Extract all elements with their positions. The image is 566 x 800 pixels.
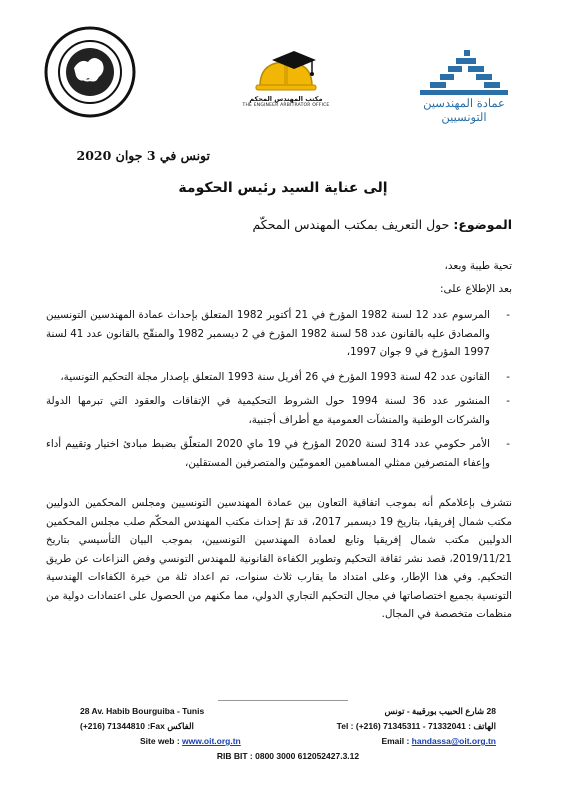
ccia-seal-icon (44, 26, 136, 118)
reference-text: المرسوم عدد 12 لسنة 1982 المؤرخ في 21 أكتوبر 1982 المتعلق بإحداث عمادة المهندسين التونسيين والمصادق عليه بالقانون عدد 58 لسنة 1982 المؤرخ في 2 ديسمبر 1982 والمنقّح بالقانون عدد 41 لسنة 1997 المؤرخ في 9 جوان 1997، (46, 309, 490, 358)
body-paragraph: نتشرف بإعلامكم أنه بموجب اتفاقية التعاون بين عمادة المهندسين التونسيين ومجلس المحكمين الدوليين مكتب شمال إفريقيا، بتاريخ 19 ديسمبر 2017، قد تمّ إحداث مكتب المهندس المحكّم صلب مجلس المحكمين الدوليين مكتب شمال إفريقيا وتابع لعمادة المهندسين التونسيين، بموجب البيان التأسيسي بتاريخ 2019/11/21، قصد نشر ثقافة التحكيم وتطوير الكفاءة القانونية للمهندس التونسي وفض النزاعات عن طريق التحكيم. وفي هذا الإطار، وعلى امتداد ما يقارب ثلاث سنوات، تم اعداد ثلة من خيرة الكفاءات الهندسية التونسية بجميع اختصاصاتها في مجال التحكيم التجاري الدولي، مما مكنهم من الحصول على اعتمادات دولية من منظمات متخصصة في المجال. (46, 497, 512, 620)
subject-label: الموضوع: (453, 217, 512, 232)
list-item: - المرسوم عدد 12 لسنة 1982 المؤرخ في 21 أكتوبر 1982 المتعلق بإحداث عمادة المهندسين التونسيين والمصادق عليه بالقانون عدد 58 لسنة 1982 المؤرخ في 2 ديسمبر 1982 والمنقّح بالقانون عدد 41 لسنة 1997 المؤرخ في 9 جوان 1997، (46, 309, 510, 358)
footer (80, 704, 496, 764)
arb-logo-english-text: THE ENGINEER ARBITRATOR OFFICE (242, 103, 330, 108)
footer-fax: (+216) 71344810 :Fax الفاكس (80, 721, 194, 731)
oit-logo-arabic-text: عمادة المهندسين التونسيين (423, 96, 505, 124)
engineer-arbitrator-logo (226, 50, 346, 120)
reference-text: القانون عدد 42 لسنة 1993 المؤرخ في 26 أفريل سنة 1993 المتعلق بإصدار مجلة التحكيم التونسية، (60, 370, 490, 383)
subject-line (52, 217, 512, 232)
greeting: تحية طيبة وبعد، (444, 260, 512, 272)
footer-address-fr: 28 Av. Habib Bourguiba - Tunis (80, 706, 205, 716)
reference-text: المنشور عدد 36 لسنة 1994 حول الشروط التحكيمية في الإتفاقات والعقود التي تبرمها الدولة والشركات الوطنية والمنشآت العمومية مع أطراف أجنبية، (46, 395, 491, 426)
footer-site-label: Site web : (140, 736, 183, 746)
reference-text: الأمر حكومي عدد 314 لسنة 2020 المؤرخ في 19 ماي 2020 المتعلّق بضبط مبادئ اختيار وتقييم أداء وإعفاء المتصرفين ممثلي المساهمين العموميّين والمتصرفين المستقلين، (46, 438, 490, 469)
addressee-heading: إلى عناية السيد رئيس الحكومة (178, 180, 388, 196)
list-item: - الأمر حكومي عدد 314 لسنة 2020 المؤرخ في 19 ماي 2020 المتعلّق بضبط مبادئ اختيار وتقييم أداء وإعفاء المتصرفين ممثلي المساهمين العموميّين والمتصرفين المستقلين، (46, 438, 510, 469)
list-item: - القانون عدد 42 لسنة 1993 المؤرخ في 26 أفريل سنة 1993 المتعلق بإصدار مجلة التحكيم التونسية، (60, 370, 510, 383)
oit-stepped-triangle-icon (416, 48, 512, 98)
footer-email-label: Email : (381, 736, 412, 746)
letter-date: تونس في 3 جوان 2020 (76, 148, 210, 163)
oit-logo (402, 48, 526, 124)
helmet-graduation-cap-icon (254, 50, 318, 94)
references-list (46, 306, 512, 478)
footer-address-ar: 28 شارع الحبيب بورقيبة - تونس (384, 706, 496, 716)
footer-site-link[interactable]: www.oit.org.tn (182, 736, 241, 746)
arb-logo-arabic-text: مكتب المهندس المحكم (249, 95, 323, 103)
footer-phone: الهاتف : 71332041 - 71345311 (216+) : Tel (336, 721, 496, 731)
footer-email-link[interactable]: handassa@oit.org.tn (411, 736, 496, 746)
footer-rib: RIB BIT : 0800 3000 612052427.3.12 (216, 751, 360, 761)
footer-divider (218, 700, 348, 701)
subject-text: حول التعريف بمكتب المهندس المحكّم (252, 217, 454, 232)
list-item: - المنشور عدد 36 لسنة 1994 حول الشروط التحكيمية في الإتفاقات والعقود التي تبرمها الدولة والشركات الوطنية والمنشآت العمومية مع أطراف أجنبية، (46, 395, 510, 426)
ccia-seal-logo (44, 26, 136, 118)
references-intro: بعد الإطلاع على: (440, 283, 512, 295)
svg-text:CCIA Board Of International Ar (44, 26, 48, 29)
